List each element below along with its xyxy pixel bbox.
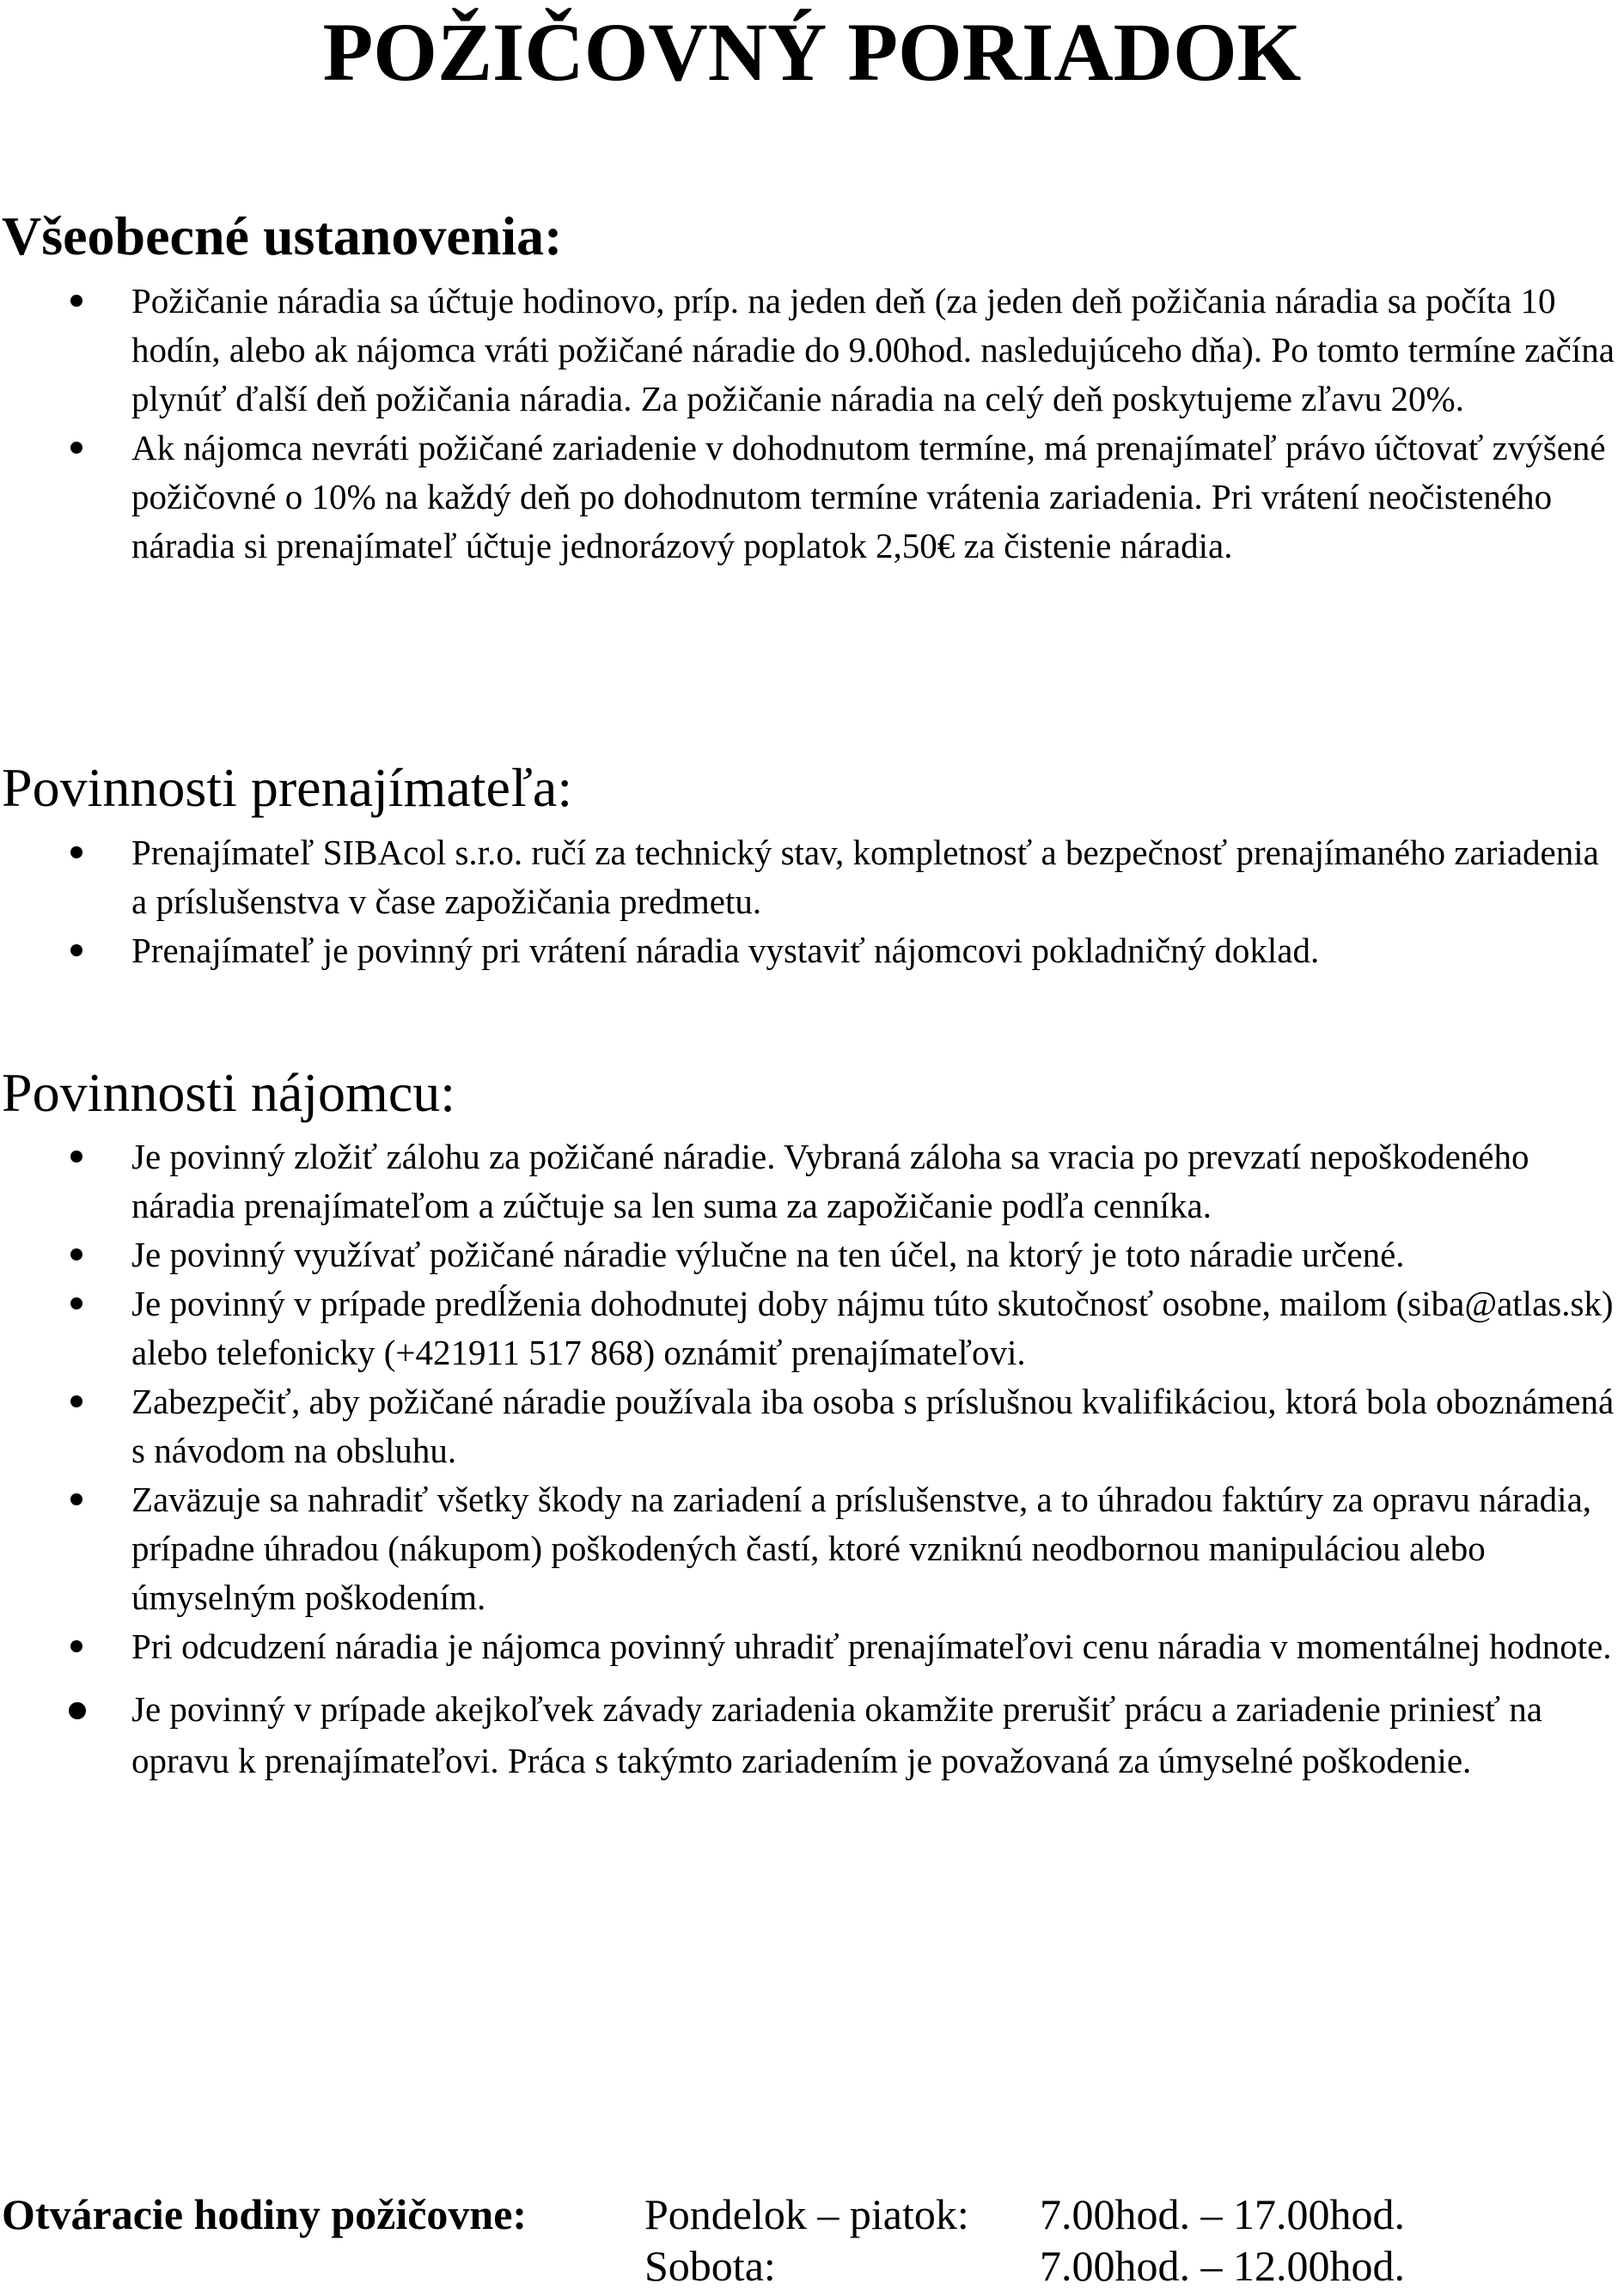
opening-hours-label: Otváracie hodiny požičovne: bbox=[2, 2190, 528, 2238]
section-list-tenant bbox=[0, 1132, 1615, 1786]
bullet-icon bbox=[70, 846, 82, 858]
opening-hours-day: Pondelok – piatok: bbox=[644, 2190, 969, 2238]
bullet-icon bbox=[70, 1395, 82, 1407]
list-item-text: Je povinný využívať požičané náradie výlučne na ten účel, na ktorý je toto náradie určené. bbox=[131, 1235, 1405, 1274]
bullet-icon bbox=[70, 1493, 82, 1505]
list-item-text: Prenajímateľ je povinný pri vrátení náradia vystaviť nájomcovi pokladničný doklad. bbox=[131, 931, 1320, 970]
list-item-text: Zabezpečiť, aby požičané náradie používala iba osoba s príslušnou kvalifikáciou, ktorá bola oboznámená s návodom na obsluhu. bbox=[131, 1382, 1615, 1470]
bullet-icon bbox=[70, 1640, 82, 1652]
bullet-icon bbox=[70, 944, 82, 956]
section-list-lessor bbox=[0, 828, 1615, 975]
section-heading-tenant: Povinnosti nájomcu: bbox=[2, 1062, 455, 1123]
list-item bbox=[0, 1377, 1615, 1475]
opening-hours-time: 7.00hod. – 17.00hod. bbox=[1040, 2190, 1405, 2238]
list-item bbox=[0, 277, 1615, 424]
section-list-general bbox=[0, 277, 1615, 571]
list-item bbox=[0, 1475, 1615, 1622]
bullet-icon bbox=[69, 1702, 86, 1719]
list-item bbox=[0, 828, 1615, 926]
list-item-text: Ak nájomca nevráti požičané zariadenie v dohodnutom termíne, má prenajímateľ právo účtovať zvýšené požičovné o 10% na každý deň po dohodnutom termíne vrátenia zariadenia. Pri vrátení neočisteného náradia si prenajímateľ účtuje jednorázový poplatok 2,50€ za čistenie náradia. bbox=[131, 428, 1606, 565]
bullet-icon bbox=[70, 1248, 82, 1260]
section-heading-general: Všeobecné ustanovenia: bbox=[2, 205, 563, 266]
list-item-text: Je povinný v prípade akejkoľvek závady zariadenia okamžite prerušiť prácu a zariadenie priniesť na opravu k prenajímateľovi. Práca s takýmto zariadením je považovaná za úmyselné poškodenie. bbox=[131, 1689, 1543, 1780]
bullet-icon bbox=[70, 442, 82, 454]
list-item-text: Je povinný zložiť zálohu za požičané náradie. Vybraná záloha sa vracia po prevzatí nepoškodeného náradia prenajímateľom a zúčtuje sa len suma za zapožičanie podľa cenníka. bbox=[131, 1137, 1529, 1225]
section-heading-lessor: Povinnosti prenajímateľa: bbox=[2, 757, 573, 818]
page-title: POŽIČOVNÝ PORIADOK bbox=[322, 6, 1302, 98]
bullet-icon bbox=[70, 1151, 82, 1163]
list-item bbox=[0, 1279, 1615, 1377]
list-item-text: Prenajímateľ SIBAcol s.r.o. ručí za technický stav, kompletnosť a bezpečnosť prenajímaného zariadenia a príslušenstva v čase zapožičania predmetu. bbox=[131, 833, 1599, 921]
opening-hours-row bbox=[644, 2187, 1405, 2242]
list-item-text: Je povinný v prípade predĺženia dohodnutej doby nájmu túto skutočnosť osobne, mailom (siba@atlas.sk) alebo telefonicky (+421911 517 868) oznámiť prenajímateľovi. bbox=[131, 1284, 1614, 1372]
bullet-icon bbox=[70, 1297, 82, 1309]
list-item bbox=[0, 1683, 1615, 1786]
list-item-text: Pri odcudzení náradia je nájomca povinný uhradiť prenajímateľovi cenu náradia v momentálnej hodnote. bbox=[131, 1627, 1612, 1666]
opening-hours-time: 7.00hod. – 12.00hod. bbox=[1040, 2242, 1405, 2290]
list-item-text: Požičanie náradia sa účtuje hodinovo, príp. na jeden deň (za jeden deň požičania náradia sa počíta 10 hodín, alebo ak nájomca vráti požičané náradie do 9.00hod. nasledujúceho dňa). Po tomto termíne začína plynúť ďalší deň požičania náradia. Za požičanie náradia na celý deň poskytujeme zľavu 20%. bbox=[131, 281, 1615, 418]
list-item bbox=[0, 1132, 1615, 1230]
list-item bbox=[0, 926, 1615, 975]
opening-hours-row bbox=[644, 2238, 1405, 2293]
list-item bbox=[0, 1230, 1615, 1279]
bullet-icon bbox=[70, 295, 82, 307]
list-item-text: Zaväzuje sa nahradiť všetky škody na zariadení a príslušenstve, a to úhradou faktúry za opravu náradia, prípadne úhradou (nákupom) poškodených častí, ktoré vzniknú neodbornou manipuláciou alebo úmyselným poškodením. bbox=[131, 1480, 1592, 1617]
list-item bbox=[0, 424, 1615, 571]
opening-hours-day: Sobota: bbox=[644, 2242, 776, 2290]
list-item bbox=[0, 1622, 1615, 1671]
